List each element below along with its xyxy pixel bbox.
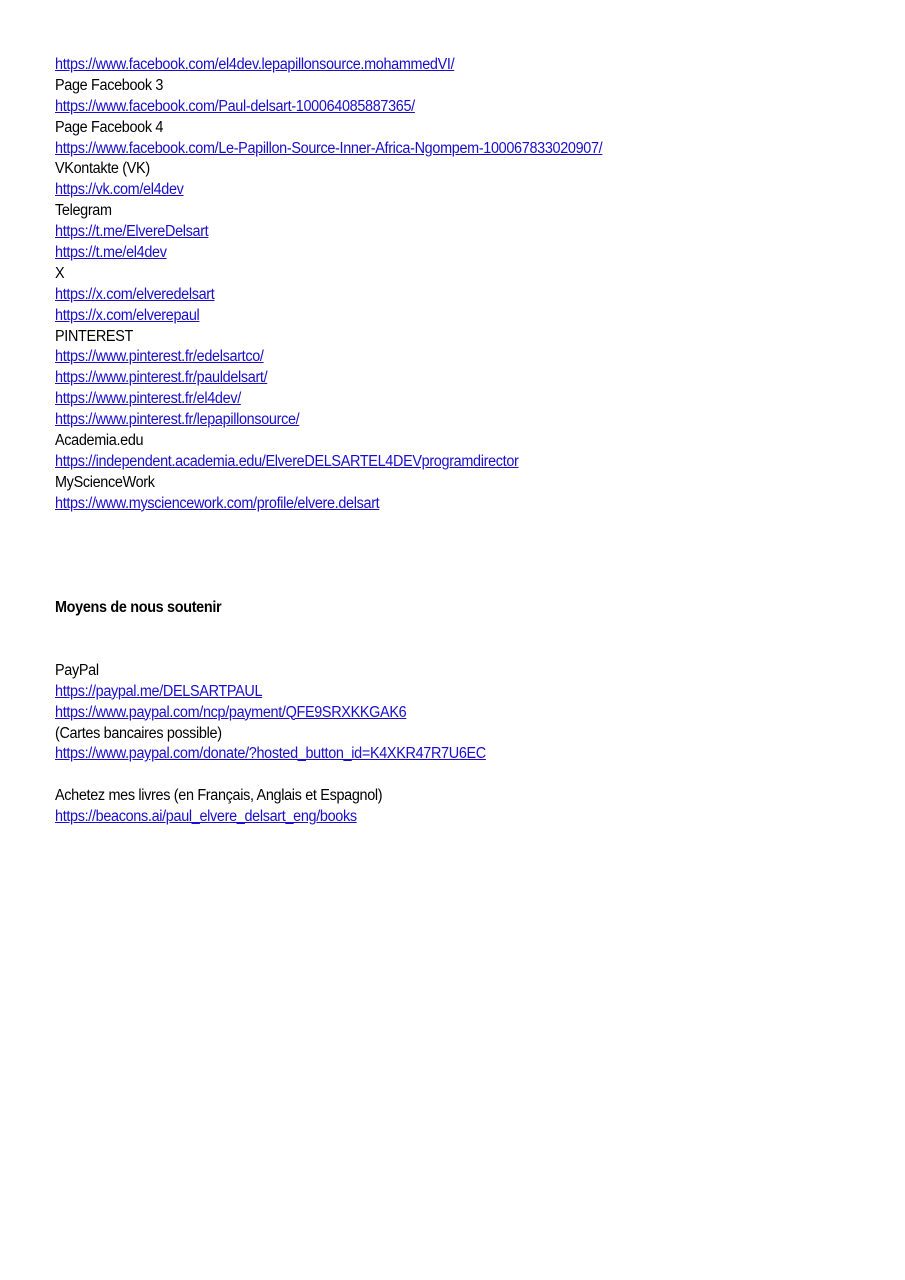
cards-note: (Cartes bancaires possible) [55,724,222,742]
document-page [55,55,875,828]
spacer [55,535,875,556]
spacer [55,640,875,661]
academia-label: Academia.edu [55,432,144,450]
spacer [55,577,875,598]
x-link-2[interactable]: https://x.com/elverepaul [55,306,200,324]
spacer [55,556,875,577]
spacer [55,619,875,640]
pinterest-label: PINTEREST [55,327,133,345]
paypal-donate-link[interactable]: https://www.paypal.com/donate/?hosted_button_id=K4XKR47R7U6EC [55,745,486,763]
mysciencework-label: MyScienceWork [55,473,155,491]
facebook-page-3-link[interactable]: https://www.facebook.com/Paul-delsart-100064085887365/ [55,97,415,115]
paypal-label: PayPal [55,661,99,679]
telegram-link-2[interactable]: https://t.me/el4dev [55,244,167,262]
mysciencework-link[interactable]: https://www.mysciencework.com/profile/elvere.delsart [55,494,380,512]
pinterest-link-4[interactable]: https://www.pinterest.fr/lepapillonsource/ [55,411,300,429]
pinterest-link-3[interactable]: https://www.pinterest.fr/el4dev/ [55,390,241,408]
facebook-page-4-label: Page Facebook 4 [55,118,164,136]
facebook-page-3-label: Page Facebook 3 [55,76,164,94]
facebook-page-4-link[interactable]: https://www.facebook.com/Le-Papillon-Source-Inner-Africa-Ngompem-100067833020907/ [55,139,603,157]
support-heading: Moyens de nous soutenir [55,599,222,617]
x-label: X [55,264,65,282]
books-label: Achetez mes livres (en Français, Anglais et Espagnol) [55,787,383,805]
telegram-label: Telegram [55,202,112,220]
pinterest-link-1[interactable]: https://www.pinterest.fr/edelsartco/ [55,348,264,366]
x-link-1[interactable]: https://x.com/elveredelsart [55,285,215,303]
pinterest-link-2[interactable]: https://www.pinterest.fr/pauldelsart/ [55,369,268,387]
facebook-page-2-link[interactable]: https://www.facebook.com/el4dev.lepapillonsource.mohammedVI/ [55,56,455,73]
spacer [55,765,875,786]
spacer [55,515,875,536]
academia-link[interactable]: https://independent.academia.edu/ElvereDELSARTEL4DEVprogramdirector [55,452,519,470]
vk-label: VKontakte (VK) [55,160,150,178]
paypal-payment-link[interactable]: https://www.paypal.com/ncp/payment/QFE9SRXKKGAK6 [55,703,407,721]
telegram-link-1[interactable]: https://t.me/ElvereDelsart [55,223,209,241]
books-link[interactable]: https://beacons.ai/paul_elvere_delsart_eng/books [55,808,357,826]
paypal-me-link[interactable]: https://paypal.me/DELSARTPAUL [55,682,263,700]
vk-link[interactable]: https://vk.com/el4dev [55,181,184,199]
